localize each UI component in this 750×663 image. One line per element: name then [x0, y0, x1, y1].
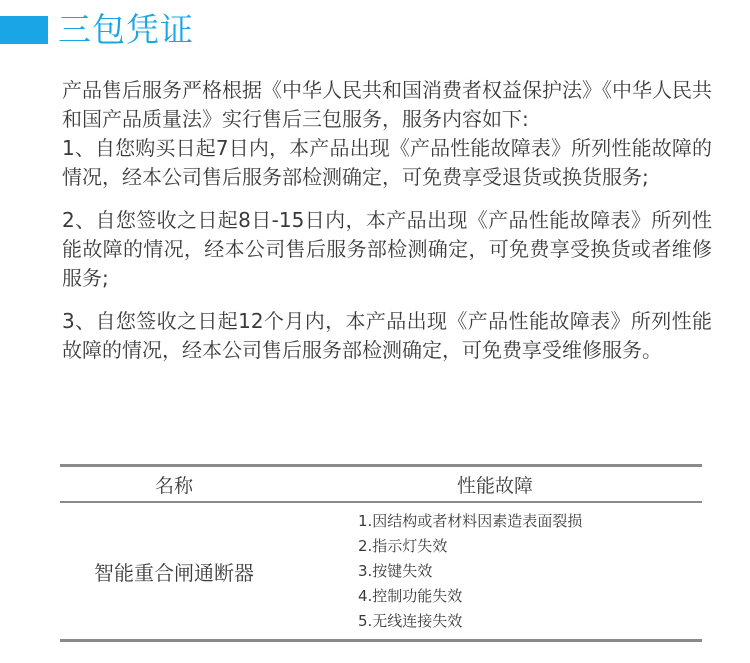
policy-clause-3: 3、自您签收之日起12个月内，本产品出现《产品性能故障表》所列性能故障的情况，经本公司售后服务部检测确定，可免费享受维修服务。	[62, 309, 712, 362]
title-accent-bar	[0, 16, 48, 44]
page-header	[0, 8, 194, 52]
fault-item: 4.控制功能失效	[358, 587, 463, 605]
fault-item: 5.无线连接失效	[358, 612, 463, 630]
table-row	[60, 503, 702, 639]
policy-clause-2: 2、自您签收之日起8日-15日内，本产品出现《产品性能故障表》所列性能故障的情况，经本公司售后服务部检测确定，可免费享受换货或者维修服务;	[62, 208, 712, 290]
header-fault: 性能故障	[456, 474, 533, 497]
fault-table	[60, 464, 702, 642]
product-name: 智能重合闸通断器	[94, 560, 254, 585]
table-header-row	[60, 467, 702, 501]
page-title: 三包凭证	[58, 10, 194, 49]
policy-section	[62, 76, 712, 365]
fault-list	[288, 503, 702, 639]
fault-item: 1.因结构或者材料因素造表面裂损	[358, 512, 583, 530]
fault-item: 3.按键失效	[358, 562, 433, 580]
table-bottom-rule	[60, 639, 702, 642]
policy-clause-1: 1、自您购买日起7日内，本产品出现《产品性能故障表》所列性能故障的情况，经本公司售后服务部检测确定，可免费享受退货或换货服务;	[62, 136, 712, 189]
policy-intro: 产品售后服务严格根据《中华人民共和国消费者权益保护法》《中华人民共和国产品质量法》实行售后三包服务，服务内容如下:	[62, 78, 712, 131]
header-name: 名称	[154, 474, 193, 497]
fault-item: 2.指示灯失效	[358, 537, 448, 555]
